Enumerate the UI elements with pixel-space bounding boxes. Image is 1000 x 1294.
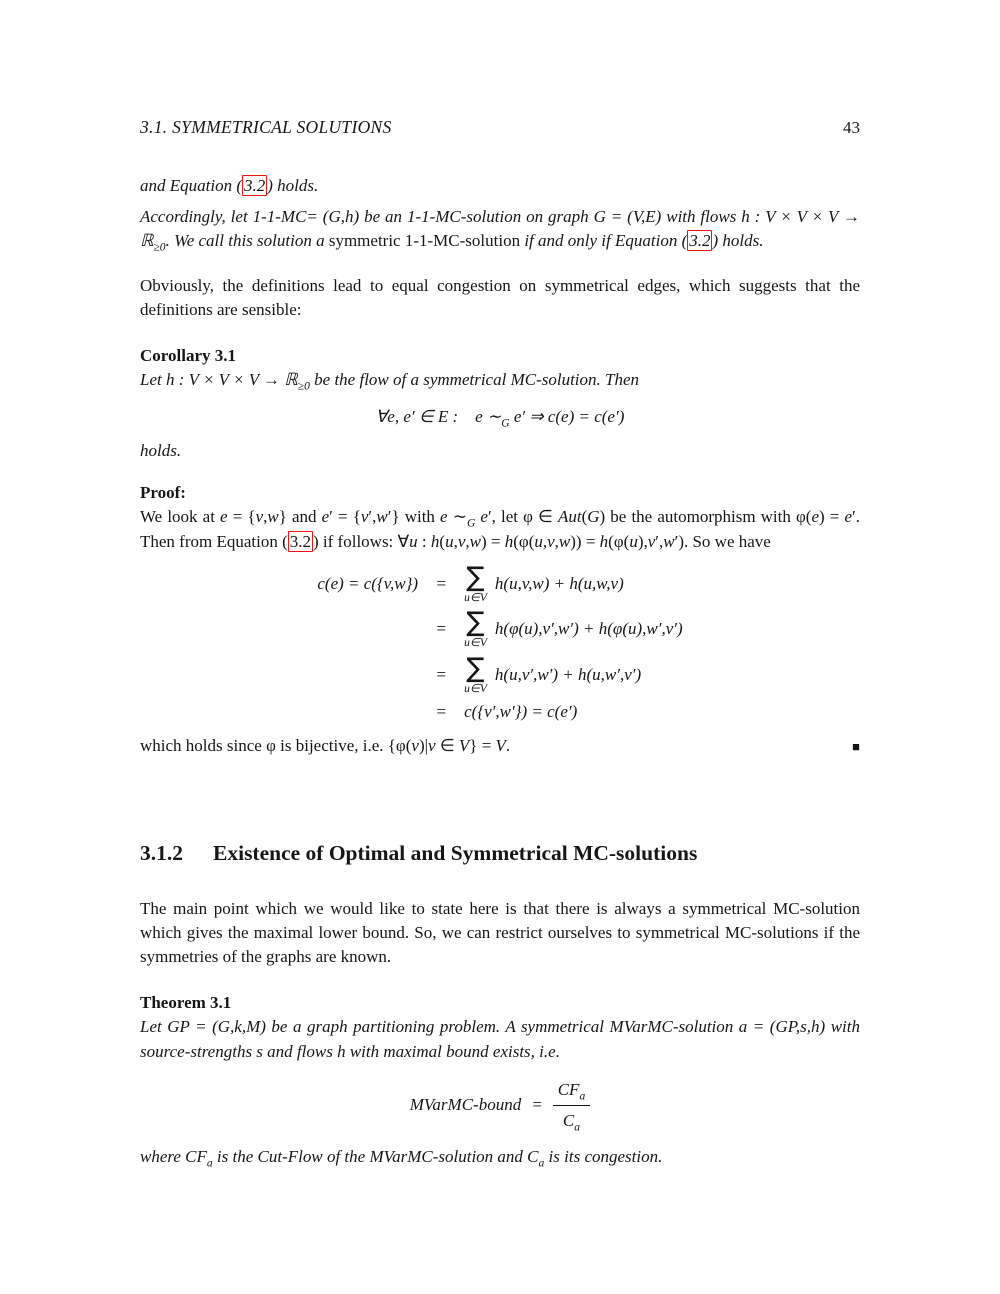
theorem-equation-lhs: MVarMC-bound [409,1095,522,1115]
equation-rhs [464,609,683,650]
sigma-glyph: ∑ [466,561,485,593]
equals-sign: = [435,664,447,684]
theorem-body: Let GP = (G,k,M) be a graph partitioning problem. A symmetrical MVarMC-solution a = (GP,s,h) with source-strengths s and flows h with maximal bound exists, i.e. [140,1017,860,1061]
subsection-heading [140,838,860,869]
running-header-title: 3.1. SYMMETRICAL SOLUTIONS [140,117,392,137]
proof-closing-text: which holds since φ is bijective, i.e. {φ(v)|v ∈ V} = V. [140,736,511,756]
summation-index: u∈V [464,637,487,650]
sigma-glyph: ∑ [466,652,485,684]
fraction-denominator: $C_a$ [562,1110,581,1134]
fraction-numerator: $CF_a$ [553,1078,591,1106]
corollary-after-text: holds. [140,441,182,461]
equals-sign: = [435,619,447,639]
paragraph-observation: Obviously, the definitions lead to equal congestion on symmetrical edges, which suggests that the definitions are sensible: [140,275,860,319]
section-intro-paragraph: The main point which we would like to state here is that there is always a symmetrical MC-solution which gives the maximal lower bound. So, we can restrict ourselves to symmetrical MC-solutions if the symmetries of the graphs are known. [140,898,860,967]
theorem-heading: Theorem 3.1 [140,993,232,1013]
corollary-body: Let h : V × V × V → ℝ$_{\ge 0}$ be the flow of a symmetrical MC-solution. Then [140,369,640,393]
theorem-closing: where $CF_a$ is the Cut-Flow of the MVarMC-solution and $C_a$ is its congestion. [140,1146,663,1170]
subsection-title: Existence of Optimal and Symmetrical MC-solutions [213,841,698,866]
equation-expression: h(φ(u),v′,w′) + h(φ(u),w′,v′) [494,619,683,639]
equation-expression: c({v′,w′}) = c(e′) [464,702,578,722]
equation-ref-link[interactable]: 3.2 [689,231,711,251]
summation-symbol [464,561,487,605]
equation-rhs [464,652,642,696]
summation-symbol [464,652,487,696]
equation-expression: h(u,v,w) + h(u,w,v) [494,573,624,593]
running-header [140,115,860,140]
paragraph-equation-holds: and Equation ( 3.2 ) holds. [140,176,319,196]
sigma-glyph: ∑ [466,607,485,639]
equation-ref-link[interactable]: 3.2 [289,531,312,551]
summation-index: u∈V [464,682,487,695]
page-number: 43 [843,118,860,137]
summation-index: u∈V [464,591,487,604]
proof-body: We look at e = {v,w} and e′ = {v′,w′} with e $\sim_G$ e′, let φ ∈ Aut(G) be the automorphism with φ(e) = e′. Then from Equation ( 3.2 ) if follows: ∀u : h(u,v,w) = h(φ(u,v,w)) = h(φ(u),v′,w′). So we have [140,507,860,551]
corollary-heading: Corollary 3.1 [140,345,237,365]
equation-rhs [464,700,577,724]
equation-expression: h(u,v′,w′) + h(u,w′,v′) [494,664,642,684]
theorem-equation [140,1078,860,1133]
equals-sign: = [531,1095,543,1115]
equation-lhs: c(e) = c({v,w}) [317,573,419,593]
theorem-block [140,991,860,1169]
corollary-block [140,344,860,464]
definition-paragraph: Accordingly, let 1-1-MC= (G,h) be an 1-1-MC-solution on graph G = (V,E) with flows h : V × V × V → ℝ$_{\ge 0}$. We call this solution a symmetric 1-1-MC-solution if and only if Equation ( 3.2 ) holds. [140,207,860,254]
proof-equation-array [317,561,683,725]
proof-heading: Proof: [140,483,186,503]
equation-rhs [464,561,624,605]
proof-closing-line [140,734,860,758]
corollary-equation: ∀e, e′ ∈ E : e $\sim_G$ e′ ⇒ c(e) = c(e′) [375,407,625,430]
fraction [553,1078,591,1133]
equals-sign: = [435,702,447,722]
equals-sign: = [435,573,447,593]
equation-ref-link[interactable]: 3.2 [244,176,266,196]
proof-block [140,481,860,758]
subsection-number: 3.1.2 [140,841,183,866]
summation-symbol [464,609,487,650]
qed-symbol: ■ [852,739,860,755]
